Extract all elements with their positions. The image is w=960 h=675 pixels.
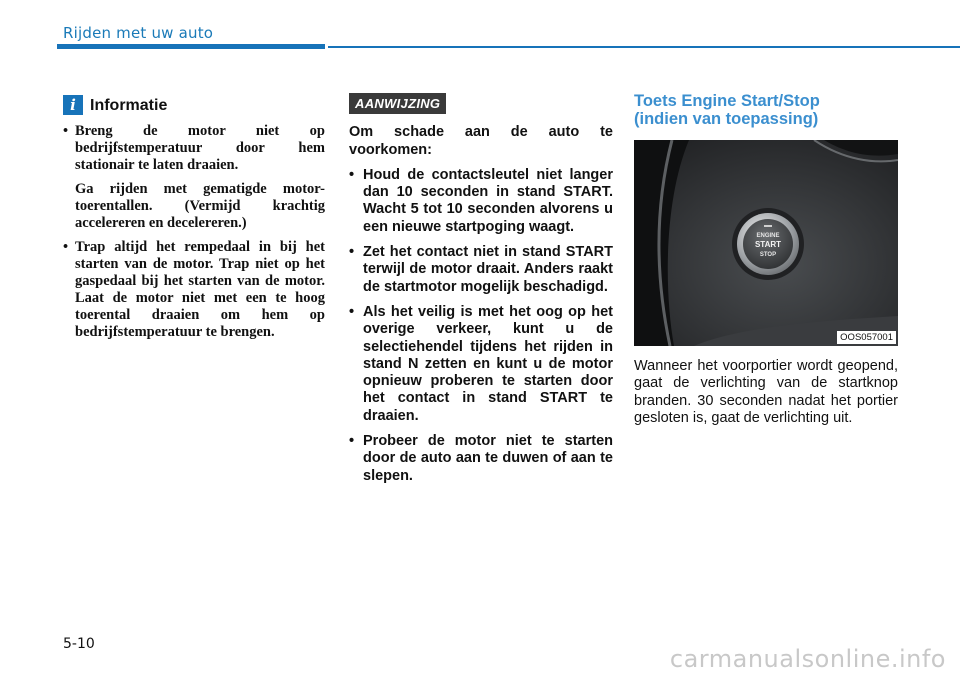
notice-badge: AANWIJZING bbox=[349, 93, 446, 114]
info-bullet-extra: Ga rijden met gematigde motor-toerentallen. (Vermijd krachtig accelereren en decelereren.) bbox=[75, 181, 325, 231]
info-list bbox=[63, 123, 325, 341]
notice-bullet: • Houd de contactsleutel niet langer dan 10 seconden in stand START. Wacht 5 tot 10 seconden alvorens u een nieuwe startpoging waagt. bbox=[349, 167, 613, 236]
info-bullet bbox=[63, 239, 325, 341]
engine-section-title bbox=[634, 92, 898, 128]
info-bullet-text: • Breng de motor niet op bedrijfstemperatuur door hem stationair te laten draaien. bbox=[75, 123, 325, 173]
button-label-stop: STOP bbox=[759, 252, 777, 258]
header-bar bbox=[57, 44, 325, 49]
engine-start-illustration bbox=[634, 140, 898, 346]
header-rule bbox=[328, 46, 960, 48]
watermark: carmanualsonline.info bbox=[669, 645, 946, 673]
info-icon: i bbox=[63, 95, 83, 115]
engine-column bbox=[634, 92, 898, 427]
section-header-title: Rijden met uw auto bbox=[63, 24, 214, 42]
engine-title-line1: Toets Engine Start/Stop bbox=[634, 92, 820, 110]
button-label-engine: ENGINE bbox=[756, 233, 780, 239]
page-number: 5-10 bbox=[63, 636, 95, 652]
engine-body-text: Wanneer het voorportier wordt geopend, gaat de verlichting van de startknop branden. 30 seconden nadat het portier gesloten is, gaat de verlichting uit. bbox=[634, 358, 898, 426]
info-heading bbox=[63, 95, 325, 115]
info-bullet bbox=[63, 123, 325, 232]
notice-lead: Om schade aan de auto te voorkomen: bbox=[349, 124, 613, 158]
notice-bullet: • Als het veilig is met het oog op het overige verkeer, kunt u de selectiehendel tijdens het rijden in stand N zetten en kunt u de motor opnieuw proberen te starten door het contact in stand START te draaien. bbox=[349, 304, 613, 425]
button-label-start: START bbox=[754, 240, 782, 249]
engine-title-line2: (indien van toepassing) bbox=[634, 110, 819, 128]
info-title: Informatie bbox=[90, 96, 168, 114]
notice-column bbox=[349, 93, 613, 493]
notice-list bbox=[349, 167, 613, 485]
notice-bullet: • Probeer de motor niet te starten door de auto aan te duwen of aan te slepen. bbox=[349, 433, 613, 485]
notice-bullet: • Zet het contact niet in stand START terwijl de motor draait. Anders raakt de startmotor mogelijk beschadigd. bbox=[349, 244, 613, 296]
info-column bbox=[63, 95, 325, 348]
engine-start-photo bbox=[634, 140, 898, 346]
info-bullet-text: • Trap altijd het rempedaal in bij het starten van de motor. Trap niet op het gaspedaal bij het starten van de motor. Laat de motor niet met een te hoog toerental draaien om hem op bedrijfstemperatuur te brengen. bbox=[75, 239, 325, 340]
photo-caption: OOS057001 bbox=[837, 331, 896, 344]
